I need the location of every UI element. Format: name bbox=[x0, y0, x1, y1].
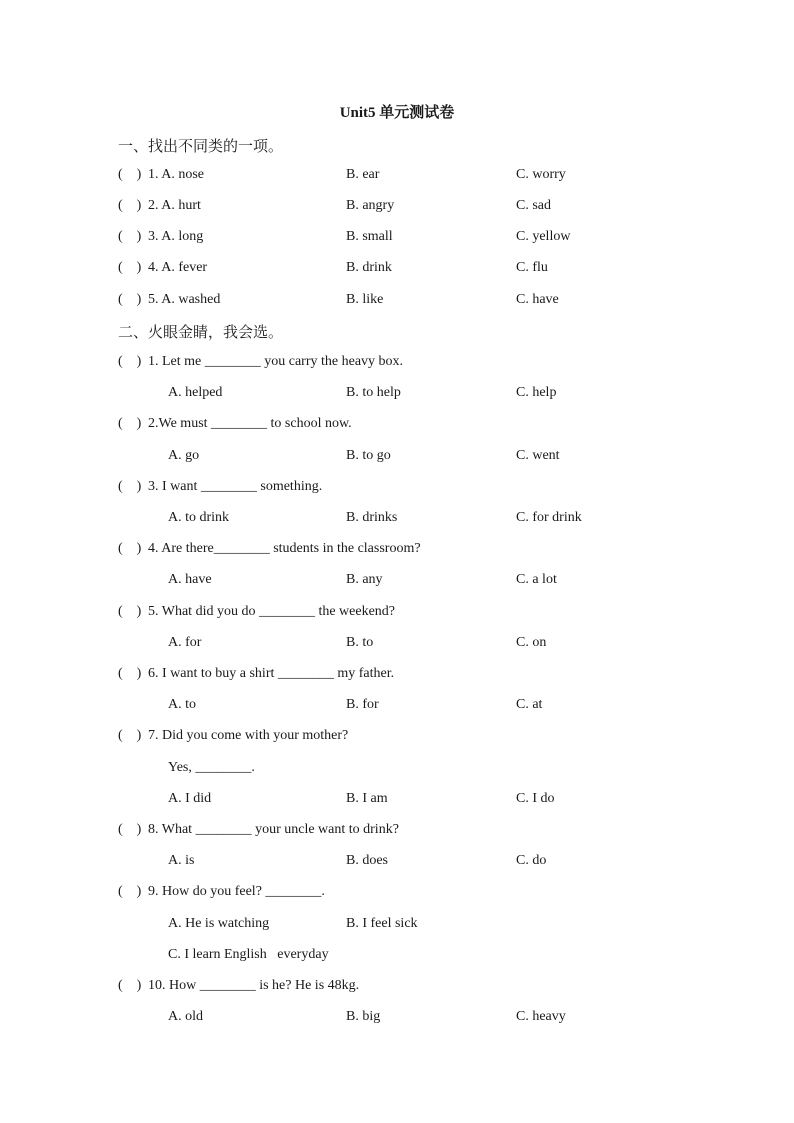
answer-blank[interactable]: ( ) bbox=[118, 884, 142, 899]
option-c: C. sad bbox=[516, 198, 551, 213]
question-number-option-a: 2. A. hurt bbox=[148, 198, 201, 213]
option-c: C. worry bbox=[516, 167, 566, 182]
option-b: B. big bbox=[346, 1009, 381, 1024]
option-b: B. for bbox=[346, 697, 379, 712]
question-text: 6. I want to buy a shirt ________ my father. bbox=[148, 666, 395, 681]
option-c: C. yellow bbox=[516, 229, 571, 244]
s2-options-6 bbox=[118, 697, 718, 717]
answer-blank[interactable]: ( ) bbox=[118, 978, 142, 993]
option-a: A. to bbox=[168, 697, 196, 712]
question-number-option-a: 3. A. long bbox=[148, 229, 204, 244]
s2-options-1 bbox=[118, 385, 718, 405]
answer-blank[interactable]: ( ) bbox=[118, 167, 142, 182]
option-b: B. drink bbox=[346, 260, 392, 275]
s2-question-7-continuation bbox=[118, 760, 718, 780]
s2-question-6 bbox=[118, 666, 718, 686]
option-b: B. to help bbox=[346, 385, 401, 400]
answer-blank[interactable]: ( ) bbox=[118, 541, 142, 556]
answer-blank[interactable]: ( ) bbox=[118, 198, 142, 213]
question-text: 3. I want ________ something. bbox=[148, 479, 323, 494]
question-response-line: Yes, ________. bbox=[168, 760, 255, 775]
option-b: B. to bbox=[346, 635, 374, 650]
s2-options-2 bbox=[118, 448, 718, 468]
option-c: C. I do bbox=[516, 791, 555, 806]
option-c: C. have bbox=[516, 292, 559, 307]
option-c: C. for drink bbox=[516, 510, 582, 525]
option-a: A. He is watching bbox=[168, 916, 270, 931]
option-c: C. on bbox=[516, 635, 547, 650]
s2-question-1 bbox=[118, 354, 718, 374]
answer-blank[interactable]: ( ) bbox=[118, 416, 142, 431]
option-a: A. go bbox=[168, 448, 200, 463]
s2-question-5 bbox=[118, 604, 718, 624]
s2-question-9 bbox=[118, 884, 718, 904]
answer-blank[interactable]: ( ) bbox=[118, 260, 142, 275]
question-number-option-a: 4. A. fever bbox=[148, 260, 208, 275]
answer-blank[interactable]: ( ) bbox=[118, 604, 142, 619]
option-c: C. flu bbox=[516, 260, 548, 275]
option-b: B. to go bbox=[346, 448, 391, 463]
option-b: B. drinks bbox=[346, 510, 398, 525]
option-c: C. at bbox=[516, 697, 543, 712]
answer-blank[interactable]: ( ) bbox=[118, 229, 142, 244]
s2-question-8 bbox=[118, 822, 718, 842]
option-a: A. for bbox=[168, 635, 202, 650]
question-text: 8. What ________ your uncle want to drink? bbox=[148, 822, 399, 837]
option-a: A. old bbox=[168, 1009, 203, 1024]
s2-question-7 bbox=[118, 728, 718, 748]
question-text: 7. Did you come with your mother? bbox=[148, 728, 349, 743]
section-2-heading: 二、火眼金睛，我会选。 bbox=[118, 323, 284, 341]
s2-options-4 bbox=[118, 572, 718, 592]
option-c: C. a lot bbox=[516, 572, 557, 587]
question-number-option-a: 1. A. nose bbox=[148, 167, 204, 182]
page-title: Unit5 单元测试卷 bbox=[339, 105, 455, 121]
s2-options-5 bbox=[118, 635, 718, 655]
s1-question-2 bbox=[118, 198, 718, 218]
option-a: A. have bbox=[168, 572, 212, 587]
option-b: B. like bbox=[346, 292, 384, 307]
option-b: B. angry bbox=[346, 198, 395, 213]
s2-options-8 bbox=[118, 853, 718, 873]
answer-blank[interactable]: ( ) bbox=[118, 354, 142, 369]
answer-blank[interactable]: ( ) bbox=[118, 479, 142, 494]
option-c: C. help bbox=[516, 385, 557, 400]
s2-question-4 bbox=[118, 541, 718, 561]
s1-question-4 bbox=[118, 260, 718, 280]
option-c: C. I learn English everyday bbox=[168, 947, 329, 962]
answer-blank[interactable]: ( ) bbox=[118, 728, 142, 743]
s2-options-9-c bbox=[118, 947, 718, 967]
option-b: B. small bbox=[346, 229, 393, 244]
s2-options-3 bbox=[118, 510, 718, 530]
s2-options-10 bbox=[118, 1009, 718, 1029]
question-number-option-a: 5. A. washed bbox=[148, 292, 221, 307]
option-c: C. went bbox=[516, 448, 560, 463]
answer-blank[interactable]: ( ) bbox=[118, 822, 142, 837]
question-text: 10. How ________ is he? He is 48kg. bbox=[148, 978, 360, 993]
s1-question-1 bbox=[118, 167, 718, 187]
question-text: 9. How do you feel? ________. bbox=[148, 884, 325, 899]
option-c: C. do bbox=[516, 853, 547, 868]
s2-question-2 bbox=[118, 416, 718, 436]
option-b: B. I am bbox=[346, 791, 388, 806]
option-b: B. any bbox=[346, 572, 383, 587]
s2-options-7 bbox=[118, 791, 718, 811]
option-b: B. I feel sick bbox=[346, 916, 418, 931]
s2-question-3 bbox=[118, 479, 718, 499]
option-a: A. to drink bbox=[168, 510, 230, 525]
question-text: 2.We must ________ to school now. bbox=[148, 416, 352, 431]
question-text: 1. Let me ________ you carry the heavy box. bbox=[148, 354, 404, 369]
s2-question-10 bbox=[118, 978, 718, 998]
option-b: B. does bbox=[346, 853, 388, 868]
option-a: A. is bbox=[168, 853, 195, 868]
answer-blank[interactable]: ( ) bbox=[118, 292, 142, 307]
s2-options-9-ab bbox=[118, 916, 718, 936]
option-c: C. heavy bbox=[516, 1009, 566, 1024]
option-b: B. ear bbox=[346, 167, 380, 182]
s1-question-5 bbox=[118, 292, 718, 312]
option-a: A. I did bbox=[168, 791, 212, 806]
question-text: 4. Are there________ students in the classroom? bbox=[148, 541, 421, 556]
section-1-heading: 一、找出不同类的一项。 bbox=[118, 137, 284, 155]
answer-blank[interactable]: ( ) bbox=[118, 666, 142, 681]
question-text: 5. What did you do ________ the weekend? bbox=[148, 604, 396, 619]
option-a: A. helped bbox=[168, 385, 223, 400]
s1-question-3 bbox=[118, 229, 718, 249]
